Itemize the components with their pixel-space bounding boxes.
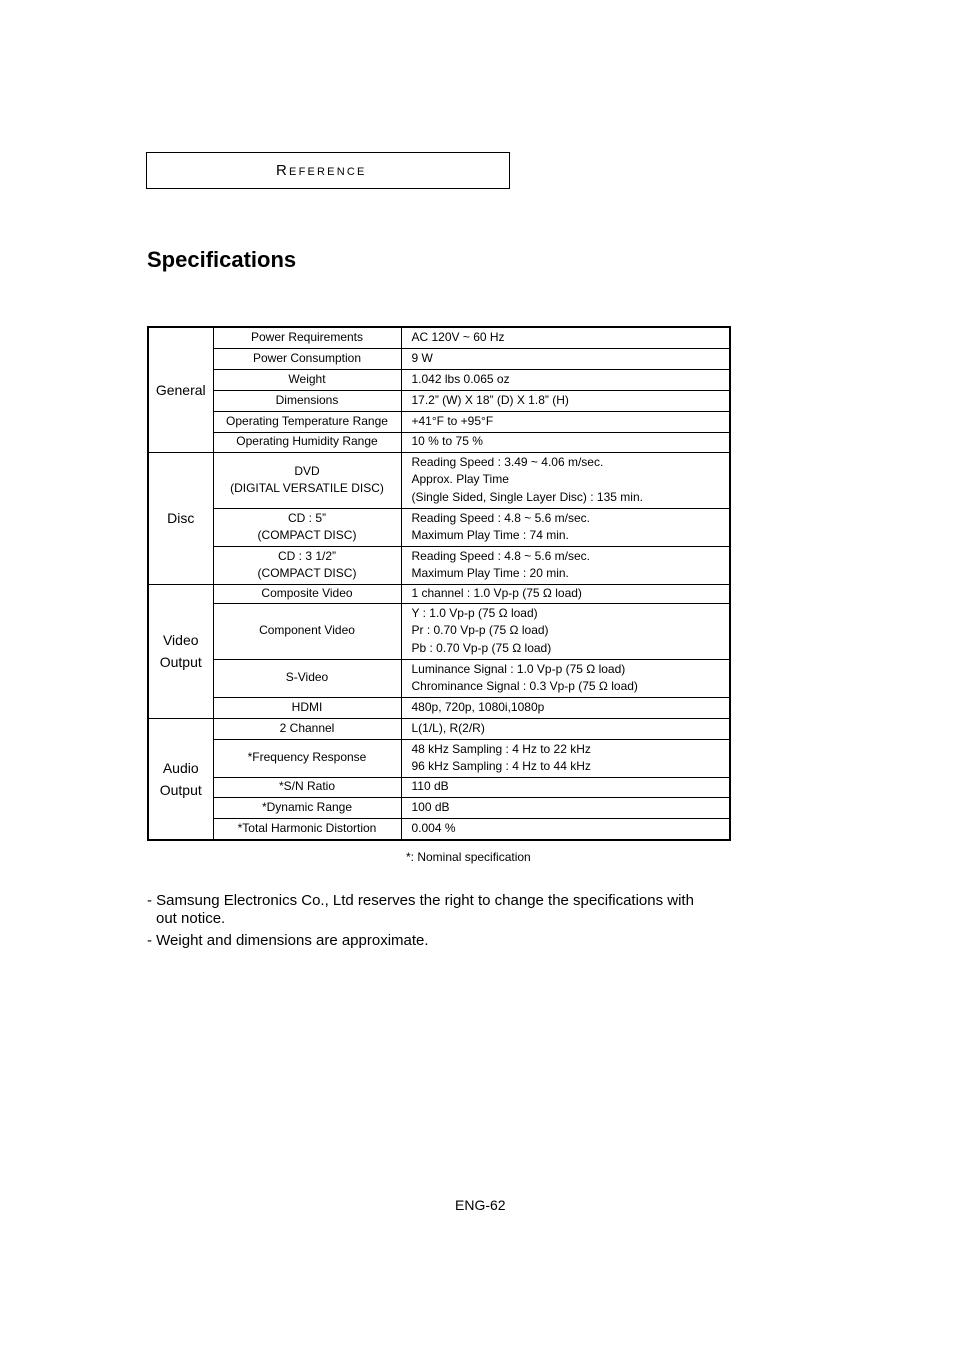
spec-item bbox=[213, 659, 401, 697]
spec-value bbox=[401, 546, 730, 584]
section-label: Reference bbox=[276, 162, 367, 179]
spec-item bbox=[213, 697, 401, 718]
spec-value-line: +41°F to +95°F bbox=[411, 413, 494, 428]
spec-item-label: DVD bbox=[294, 463, 320, 478]
spec-item-label: Operating Temperature Range bbox=[226, 413, 388, 428]
spec-value-line: 96 kHz Sampling : 4 Hz to 44 kHz bbox=[411, 759, 591, 773]
note-text-continued: out notice. bbox=[156, 910, 226, 927]
page-title: Specifications bbox=[147, 247, 297, 272]
spec-item bbox=[213, 369, 401, 390]
specifications-table-body bbox=[148, 327, 730, 840]
spec-item-label: 2 Channel bbox=[279, 720, 335, 735]
spec-item-label: Operating Humidity Range bbox=[236, 434, 378, 449]
spec-row bbox=[148, 432, 730, 452]
spec-value-line: Chrominance Signal : 0.3 Vp-p (75 Ω load) bbox=[411, 679, 638, 693]
spec-value-line: 1.042 lbs 0.065 oz bbox=[411, 371, 510, 386]
spec-value-line: Maximum Play Time : 20 min. bbox=[411, 566, 569, 580]
spec-value bbox=[401, 718, 730, 739]
note-text: Weight and dimensions are approximate. bbox=[156, 932, 429, 949]
spec-row bbox=[148, 777, 730, 797]
spec-item-label: Power Consumption bbox=[252, 350, 362, 365]
spec-value-line: Reading Speed : 4.8 ~ 5.6 m/sec. bbox=[411, 510, 590, 525]
spec-item-label: HDMI bbox=[291, 699, 323, 714]
spec-item-label: (COMPACT DISC) bbox=[257, 566, 357, 580]
category-disc bbox=[148, 452, 213, 584]
spec-item bbox=[213, 777, 401, 797]
category-label: Disc bbox=[167, 510, 195, 526]
section-header-box bbox=[146, 152, 510, 189]
spec-item bbox=[213, 603, 401, 659]
spec-value-line: Maximum Play Time : 74 min. bbox=[411, 528, 569, 542]
spec-value bbox=[401, 818, 730, 840]
spec-value bbox=[401, 797, 730, 818]
spec-value-line: Luminance Signal : 1.0 Vp-p (75 Ω load) bbox=[411, 661, 626, 676]
spec-value-line: 0.004 % bbox=[411, 821, 456, 835]
spec-item-label: CD : 5” bbox=[287, 510, 326, 525]
footnote: *: Nominal specification bbox=[406, 850, 531, 864]
spec-item-label: CD : 3 1/2” bbox=[277, 548, 337, 563]
spec-value-line: Pr : 0.70 Vp-p (75 Ω load) bbox=[411, 623, 549, 638]
spec-value bbox=[401, 348, 730, 369]
spec-item-label: (DIGITAL VERSATILE DISC) bbox=[230, 481, 384, 495]
spec-item bbox=[213, 797, 401, 818]
spec-value bbox=[401, 432, 730, 452]
spec-value bbox=[401, 697, 730, 718]
spec-row bbox=[148, 390, 730, 411]
spec-row bbox=[148, 739, 730, 777]
note-dash: - bbox=[147, 932, 157, 949]
note-item bbox=[147, 892, 727, 928]
spec-row bbox=[148, 718, 730, 739]
spec-row bbox=[148, 327, 730, 348]
spec-row bbox=[148, 452, 730, 508]
spec-value-line: 480p, 720p, 1080i,1080p bbox=[411, 699, 545, 714]
spec-item-label: Composite Video bbox=[261, 585, 353, 600]
category-label: Video bbox=[162, 632, 199, 648]
category-video-output bbox=[148, 584, 213, 718]
spec-item-label: *Dynamic Range bbox=[261, 799, 353, 814]
category-label: General bbox=[155, 381, 206, 398]
specifications-table bbox=[147, 326, 731, 841]
spec-item-label: Dimensions bbox=[275, 392, 339, 407]
page-number: ENG-62 bbox=[455, 1197, 506, 1213]
spec-row bbox=[148, 508, 730, 546]
spec-item bbox=[213, 452, 401, 508]
spec-row bbox=[148, 818, 730, 840]
spec-item bbox=[213, 432, 401, 452]
spec-item bbox=[213, 739, 401, 777]
spec-value bbox=[401, 739, 730, 777]
spec-row bbox=[148, 348, 730, 369]
spec-item-label: Weight bbox=[288, 371, 326, 386]
spec-item bbox=[213, 584, 401, 603]
spec-row bbox=[148, 697, 730, 718]
spec-item bbox=[213, 818, 401, 840]
spec-value-line: Approx. Play Time bbox=[411, 472, 509, 487]
spec-value-line: 10 % to 75 % bbox=[411, 434, 483, 449]
spec-item-label: (COMPACT DISC) bbox=[257, 528, 357, 542]
category-general bbox=[148, 327, 213, 452]
spec-item bbox=[213, 718, 401, 739]
spec-value-line: AC 120V ~ 60 Hz bbox=[411, 330, 505, 344]
spec-value-line: Y : 1.0 Vp-p (75 Ω load) bbox=[411, 605, 538, 620]
spec-value bbox=[401, 411, 730, 432]
spec-value-line: 17.2” (W) X 18” (D) X 1.8” (H) bbox=[411, 392, 569, 407]
spec-value bbox=[401, 659, 730, 697]
category-audio-output bbox=[148, 718, 213, 840]
spec-item-label: Power Requirements bbox=[250, 330, 364, 344]
spec-value bbox=[401, 369, 730, 390]
spec-value-line: 1 channel : 1.0 Vp-p (75 Ω load) bbox=[411, 585, 582, 600]
spec-value-line: 9 W bbox=[411, 350, 433, 365]
spec-row bbox=[148, 369, 730, 390]
spec-item-label: *Frequency Response bbox=[247, 750, 367, 765]
spec-item bbox=[213, 508, 401, 546]
note-text: Samsung Electronics Co., Ltd reserves the right to change the specifications with bbox=[156, 892, 694, 909]
spec-value-line: Reading Speed : 4.8 ~ 5.6 m/sec. bbox=[411, 548, 590, 563]
notes bbox=[147, 892, 727, 954]
spec-value-line: 48 kHz Sampling : 4 Hz to 22 kHz bbox=[411, 741, 591, 756]
spec-value-line: 100 dB bbox=[411, 799, 450, 814]
category-label: Output bbox=[159, 781, 202, 798]
category-label: Output bbox=[159, 654, 202, 670]
spec-value bbox=[401, 390, 730, 411]
spec-item bbox=[213, 348, 401, 369]
spec-value bbox=[401, 327, 730, 348]
spec-item-label: S-Video bbox=[285, 670, 329, 685]
spec-row bbox=[148, 603, 730, 659]
spec-value bbox=[401, 584, 730, 603]
spec-value bbox=[401, 603, 730, 659]
spec-row bbox=[148, 659, 730, 697]
spec-item-label: *S/N Ratio bbox=[278, 779, 336, 794]
spec-item bbox=[213, 546, 401, 584]
spec-value-line: Pb : 0.70 Vp-p (75 Ω load) bbox=[411, 640, 552, 655]
spec-item bbox=[213, 411, 401, 432]
spec-row bbox=[148, 411, 730, 432]
spec-value-line: L(1/L), R(2/R) bbox=[411, 720, 485, 735]
spec-item-label: *Total Harmonic Distortion bbox=[237, 821, 377, 835]
spec-row bbox=[148, 797, 730, 818]
spec-item bbox=[213, 327, 401, 348]
spec-value-line: Reading Speed : 3.49 ~ 4.06 m/sec. bbox=[411, 454, 604, 469]
spec-item bbox=[213, 390, 401, 411]
note-dash: - bbox=[147, 892, 157, 909]
spec-row bbox=[148, 584, 730, 603]
category-label: Audio bbox=[162, 759, 199, 776]
spec-value bbox=[401, 508, 730, 546]
note-item bbox=[147, 932, 727, 950]
spec-value bbox=[401, 777, 730, 797]
spec-value bbox=[401, 452, 730, 508]
spec-row bbox=[148, 546, 730, 584]
spec-item-label: Component Video bbox=[259, 623, 355, 638]
spec-value-line: 110 dB bbox=[411, 779, 449, 794]
spec-value-line: (Single Sided, Single Layer Disc) : 135 min. bbox=[411, 489, 643, 504]
